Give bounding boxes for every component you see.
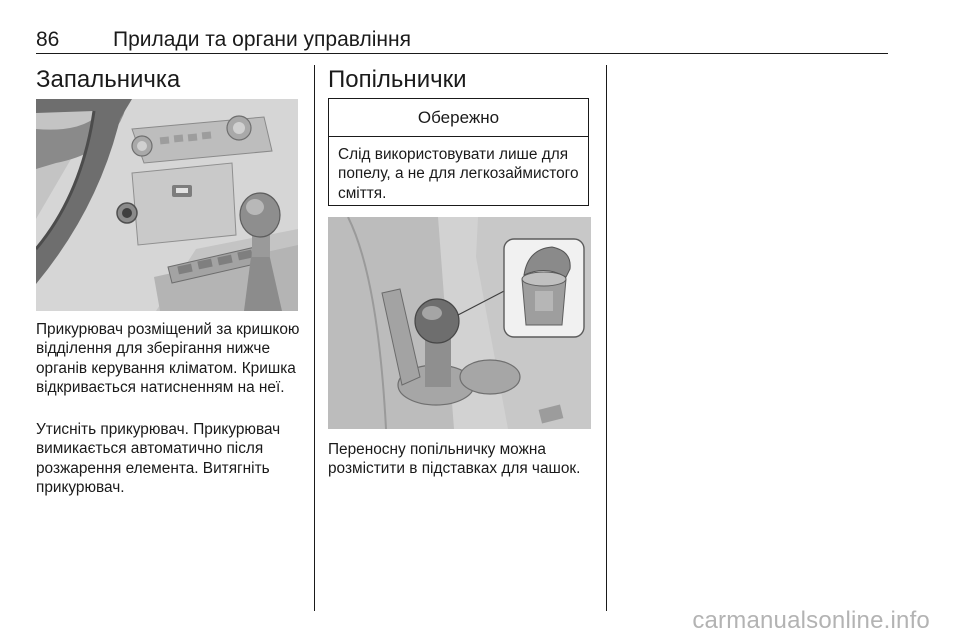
column-divider-left <box>314 65 315 611</box>
watermark: carmanualsonline.info <box>692 607 930 634</box>
header-rule <box>36 53 888 54</box>
caution-text: Слід використовувати лише для попелу, а не для легкозаймистого сміття. <box>338 146 579 202</box>
header-title: Прилади та органи управління <box>113 28 411 51</box>
page-number: 86 <box>36 28 60 51</box>
cigarette-lighter-illustration <box>36 99 298 311</box>
caution-title: Обережно <box>329 99 588 137</box>
column-divider-right <box>606 65 607 611</box>
lighter-paragraph-2: Утисніть прикурювач. Прикурювач вимикається автоматично після розжарення елемента. Витягніть прикурювач. <box>36 421 281 497</box>
lighter-paragraph-1: Прикурювач розміщений за кришкою відділення для зберігання нижче органів керування кліматом. Кришка відкривається натисненням на неї. <box>36 321 300 397</box>
ashtray-illustration <box>328 217 591 429</box>
section-heading-lighter: Запальничка <box>36 66 181 93</box>
section-heading-ashtrays: Попільнички <box>328 66 467 93</box>
caution-box <box>328 98 589 206</box>
ashtray-paragraph: Переносну попільничку можна розмістити в підставках для чашок. <box>328 441 581 478</box>
